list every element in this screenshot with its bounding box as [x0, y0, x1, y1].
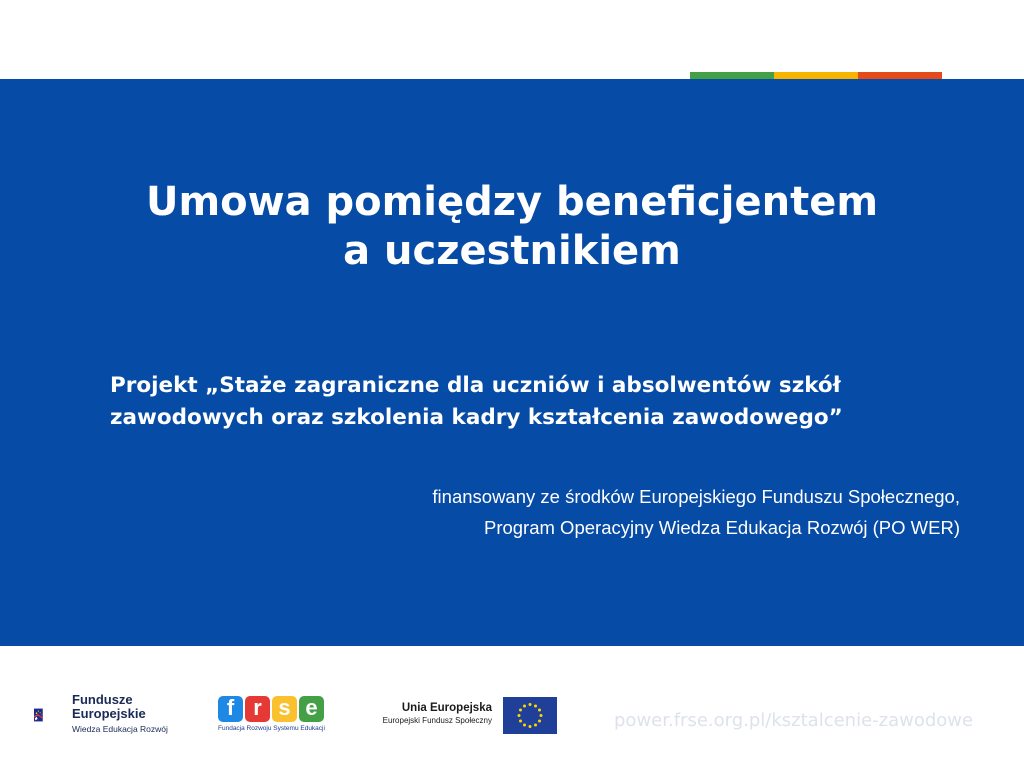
frse-subtitle: Fundacja Rozwoju Systemu Edukacji — [218, 725, 325, 732]
accent-strip-green — [690, 72, 774, 79]
title-banner — [0, 79, 1024, 646]
accent-strip-yellow — [774, 72, 858, 79]
frse-logo — [218, 696, 328, 738]
fe-logo-line2: Europejskie — [72, 706, 146, 721]
fe-logo-line3: Wiedza Edukacja Rozwój — [72, 724, 168, 734]
fundusze-europejskie-text — [72, 693, 168, 734]
frse-letter-r: r — [245, 696, 270, 722]
frse-letters — [218, 696, 328, 722]
slide-title-line1: Umowa pomiędzy beneficjentem — [145, 179, 879, 225]
ue-logo-line1: Unia Europejska — [401, 702, 492, 714]
project-name-line1: Projekt „Staże zagraniczne dla uczniów i absolwentów szkół — [110, 373, 841, 398]
accent-strip-red — [858, 72, 942, 79]
eu-flag-icon — [503, 697, 557, 734]
ue-logo-line2: Europejski Fundusz Społeczny — [382, 716, 492, 725]
fundusze-europejskie-logo — [34, 690, 70, 740]
slide-title — [0, 178, 1024, 276]
unia-europejska-text — [380, 701, 492, 727]
slide-title-line2: a uczestnikiem — [343, 228, 681, 274]
funding-note-line2: Program Operacyjny Wiedza Edukacja Rozwój (PO WER) — [483, 517, 960, 538]
funding-note — [250, 481, 960, 543]
fe-logo-line1: Fundusze — [72, 692, 133, 707]
frse-letter-s: s — [272, 696, 297, 722]
website-url: power.frse.org.pl/ksztalcenie-zawodowe — [614, 710, 974, 731]
project-name-line2: zawodowych oraz szkolenia kadry kształcenia zawodowego” — [110, 405, 843, 430]
funding-note-line1: finansowany ze środków Europejskiego Funduszu Społecznego, — [432, 486, 960, 507]
frse-letter-f: f — [218, 696, 243, 722]
frse-letter-e: e — [299, 696, 324, 722]
project-name — [110, 370, 970, 434]
